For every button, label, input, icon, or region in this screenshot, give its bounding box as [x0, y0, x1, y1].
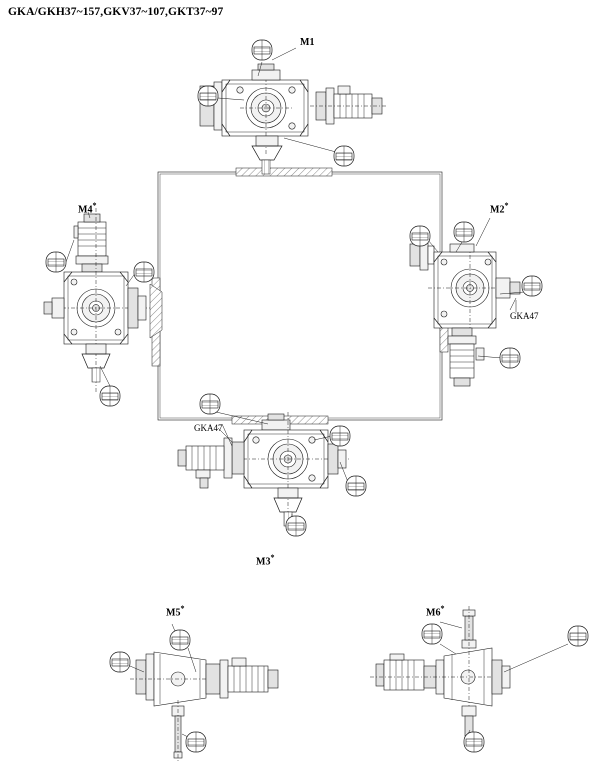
mounting-label-m5: M5*: [166, 604, 185, 619]
callout-bubble[interactable]: [170, 630, 190, 650]
callout-bubble[interactable]: [522, 276, 542, 296]
callout-bubble[interactable]: [252, 40, 272, 60]
callout-bubble[interactable]: [110, 652, 130, 672]
callout-bubble[interactable]: [100, 386, 120, 406]
part-label-gka47-right: GKA47: [510, 311, 539, 321]
callout-bubble[interactable]: [330, 426, 350, 446]
callout-bubble[interactable]: [454, 222, 474, 242]
callout-bubble[interactable]: [568, 626, 588, 646]
callout-bubble[interactable]: [346, 476, 366, 496]
callout-bubble[interactable]: [286, 516, 306, 536]
gearbox-assembly-m6: [370, 606, 510, 736]
mounting-label-m1: M1: [300, 37, 315, 48]
mounting-label-m3: M3*: [256, 553, 275, 568]
callout-bubble[interactable]: [500, 348, 520, 368]
page-title: GKA/GKH37~157,GKV37~107,GKT37~97: [8, 6, 224, 18]
callout-bubble[interactable]: [186, 732, 206, 752]
callout-bubble[interactable]: [46, 252, 66, 272]
callout-bubble[interactable]: [464, 732, 484, 752]
callout-bubble[interactable]: [422, 624, 442, 644]
callout-bubble[interactable]: [134, 262, 154, 282]
callout-bubble[interactable]: [334, 146, 354, 166]
mounting-label-m4: M4*: [78, 201, 97, 216]
mounting-label-m2: M2*: [490, 201, 509, 216]
part-label-gka47-bottom: GKA47: [194, 423, 223, 433]
mounting-label-m6: M6*: [426, 604, 445, 619]
callout-bubble[interactable]: [200, 394, 220, 414]
center-mounting-frame: [152, 168, 448, 424]
gearbox-assembly-m1: [200, 64, 388, 174]
callout-bubble[interactable]: [198, 86, 218, 106]
callout-bubble[interactable]: [410, 226, 430, 246]
gearbox-assembly-m4: [44, 208, 162, 392]
